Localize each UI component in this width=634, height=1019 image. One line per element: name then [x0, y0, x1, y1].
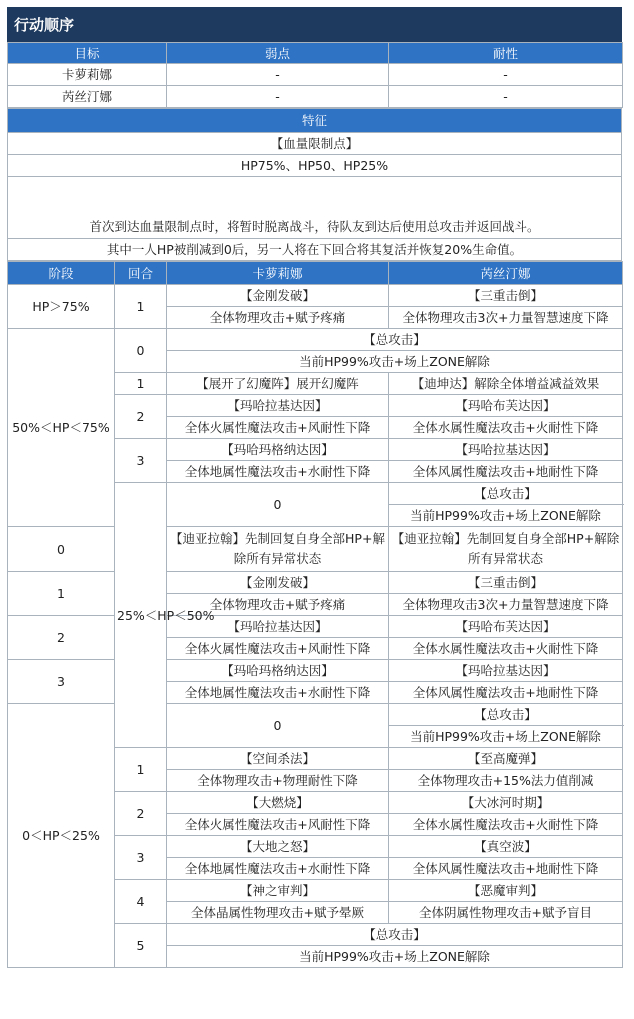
- target-header-row: [8, 43, 623, 64]
- skill-name-merged: 【总攻击】: [389, 483, 623, 505]
- round-header: 回合: [115, 262, 167, 285]
- skill-name-b: 【玛哈拉基达因】: [389, 439, 623, 461]
- feature-row: [8, 133, 622, 155]
- skill-name-b: 【大冰河时期】: [389, 792, 623, 814]
- target-resist: -: [389, 64, 623, 86]
- skill-desc-merged: 当前HP99%攻击+场上ZONE解除: [389, 505, 623, 527]
- round-number: 4: [115, 880, 167, 924]
- skill-name-a: 【金刚发破】: [167, 285, 389, 307]
- skill-desc-b: 全体水属性魔法攻击+火耐性下降: [389, 814, 623, 836]
- skill-name-b: 【至高魔弹】: [389, 748, 623, 770]
- phase-label: HP＞75%: [8, 285, 115, 329]
- round-number: 5: [115, 924, 167, 968]
- round-row: [8, 616, 623, 638]
- feature-header-row: [8, 109, 622, 133]
- skill-name-a: 【玛哈拉基达因】: [167, 395, 389, 417]
- col-b-header: 芮丝汀娜: [389, 262, 623, 285]
- skill-desc-a: 【迪亚拉翰】先制回复自身全部HP+解除所有异常状态: [167, 527, 389, 572]
- weakness-header: 弱点: [167, 43, 389, 64]
- skill-name-b: 【玛哈布芙达因】: [389, 395, 623, 417]
- round-number: 3: [115, 836, 167, 880]
- skill-desc-a: 全体地属性魔法攻击+水耐性下降: [167, 858, 389, 880]
- skill-desc-merged: 当前HP99%攻击+场上ZONE解除: [389, 726, 623, 748]
- target-row: [8, 64, 623, 86]
- round-number: 1: [115, 748, 167, 792]
- skill-desc-b: 全体物理攻击+15%法力值削减: [389, 770, 623, 792]
- round-row: [8, 329, 623, 351]
- skill-name-b: 【玛哈布芙达因】: [389, 616, 623, 638]
- hp-limit-label: 【血量限制点】: [8, 133, 622, 155]
- feature-note-2: 其中一人HP被削减到0后，另一人将在下回合将其复活并恢复20%生命值。: [8, 239, 622, 261]
- skill-name-a: 【玛哈玛格纳达因】: [167, 439, 389, 461]
- round-row: [8, 704, 623, 726]
- skill-name-b: 【三重击倒】: [389, 572, 623, 594]
- target-resist: -: [389, 86, 623, 108]
- round-number: 3: [115, 439, 167, 483]
- skill-desc-b: 全体风属性魔法攻击+地耐性下降: [389, 461, 623, 483]
- target-weakness: -: [167, 86, 389, 108]
- round-number: 3: [8, 660, 115, 704]
- round-number: 1: [115, 285, 167, 329]
- skill-name-b: 【真空波】: [389, 836, 623, 858]
- skill-name-a: 【神之审判】: [167, 880, 389, 902]
- skill-desc-b: 全体物理攻击3次+力量智慧速度下降: [389, 307, 623, 329]
- feature-row: [8, 155, 622, 177]
- skill-name-a: 【玛哈玛格纳达因】: [167, 660, 389, 682]
- round-row: [8, 572, 623, 594]
- target-table: [7, 42, 623, 108]
- skill-name-a: 【空间杀法】: [167, 748, 389, 770]
- round-number: 2: [115, 792, 167, 836]
- skill-desc-b: 全体水属性魔法攻击+火耐性下降: [389, 417, 623, 439]
- skill-name-merged: 【总攻击】: [167, 329, 623, 351]
- skill-desc-b: 全体物理攻击3次+力量智慧速度下降: [389, 594, 623, 616]
- skill-desc-merged: 当前HP99%攻击+场上ZONE解除: [167, 351, 623, 373]
- skill-desc-merged: 当前HP99%攻击+场上ZONE解除: [167, 946, 623, 968]
- round-number: 1: [8, 572, 115, 616]
- skill-name-merged: 【总攻击】: [389, 704, 623, 726]
- round-number: 0: [115, 329, 167, 373]
- target-weakness: -: [167, 64, 389, 86]
- feature-table: [7, 108, 622, 261]
- round-row: [8, 285, 623, 307]
- skill-desc-a: 全体火属性魔法攻击+风耐性下降: [167, 417, 389, 439]
- skill-desc-b: 全体水属性魔法攻击+火耐性下降: [389, 638, 623, 660]
- skill-name-a: 【玛哈拉基达因】: [167, 616, 389, 638]
- skill-desc-a: 全体物理攻击+物理耐性下降: [167, 770, 389, 792]
- round-number: 1: [115, 373, 167, 395]
- skill-name-merged: 【总攻击】: [167, 924, 623, 946]
- round-number: 0: [167, 704, 389, 748]
- round-number: 0: [8, 527, 115, 572]
- round-number: 0: [167, 483, 389, 527]
- skill-desc-a: 全体火属性魔法攻击+风耐性下降: [167, 638, 389, 660]
- panel-title: 行动顺序: [7, 7, 622, 42]
- skill-desc-a: 全体物理攻击+赋予疼痛: [167, 307, 389, 329]
- feature-note-1: 首次到达血量限制点时，将暂时脱离战斗，待队友到达后使用总攻击并返回战斗。: [8, 177, 622, 239]
- round-number: 2: [8, 616, 115, 660]
- feature-header: 特征: [8, 109, 622, 133]
- skill-name-a: 【金刚发破】: [167, 572, 389, 594]
- skill-desc-b: 全体阴属性物理攻击+赋予盲目: [389, 902, 623, 924]
- skill-desc-a: 全体晶属性物理攻击+赋予晕厥: [167, 902, 389, 924]
- skill-name-b: 【玛哈拉基达因】: [389, 660, 623, 682]
- skill-name-b: 【迪坤达】解除全体增益减益效果: [389, 373, 623, 395]
- skill-desc-b: 全体风属性魔法攻击+地耐性下降: [389, 858, 623, 880]
- skill-desc-b: 【迪亚拉翰】先制回复自身全部HP+解除所有异常状态: [389, 527, 623, 572]
- round-row: [8, 660, 623, 682]
- phase-table: [7, 261, 623, 968]
- col-a-header: 卡萝莉娜: [167, 262, 389, 285]
- skill-name-a: 【展开了幻魔阵】展开幻魔阵: [167, 373, 389, 395]
- target-row: [8, 86, 623, 108]
- hp-limit-values: HP75%、HP50、HP25%: [8, 155, 622, 177]
- phase-header: 阶段: [8, 262, 115, 285]
- phase-label: 25%＜HP＜50%: [115, 483, 167, 748]
- resist-header: 耐性: [389, 43, 623, 64]
- phase-label: 0＜HP＜25%: [8, 704, 115, 968]
- phase-label: 50%＜HP＜75%: [8, 329, 115, 527]
- feature-row: [8, 239, 622, 261]
- skill-desc-a: 全体物理攻击+赋予疼痛: [167, 594, 389, 616]
- round-number: 2: [115, 395, 167, 439]
- target-name: 卡萝莉娜: [8, 64, 167, 86]
- skill-name-a: 【大地之怒】: [167, 836, 389, 858]
- skill-name-b: 【恶魔审判】: [389, 880, 623, 902]
- target-header: 目标: [8, 43, 167, 64]
- skill-name-a: 【大燃烧】: [167, 792, 389, 814]
- feature-row: [8, 177, 622, 239]
- action-order-panel: [7, 7, 622, 968]
- target-name: 芮丝汀娜: [8, 86, 167, 108]
- phase-header-row: [8, 262, 623, 285]
- skill-desc-a: 全体地属性魔法攻击+水耐性下降: [167, 461, 389, 483]
- skill-desc-b: 全体风属性魔法攻击+地耐性下降: [389, 682, 623, 704]
- skill-name-b: 【三重击倒】: [389, 285, 623, 307]
- skill-desc-a: 全体火属性魔法攻击+风耐性下降: [167, 814, 389, 836]
- skill-desc-a: 全体地属性魔法攻击+水耐性下降: [167, 682, 389, 704]
